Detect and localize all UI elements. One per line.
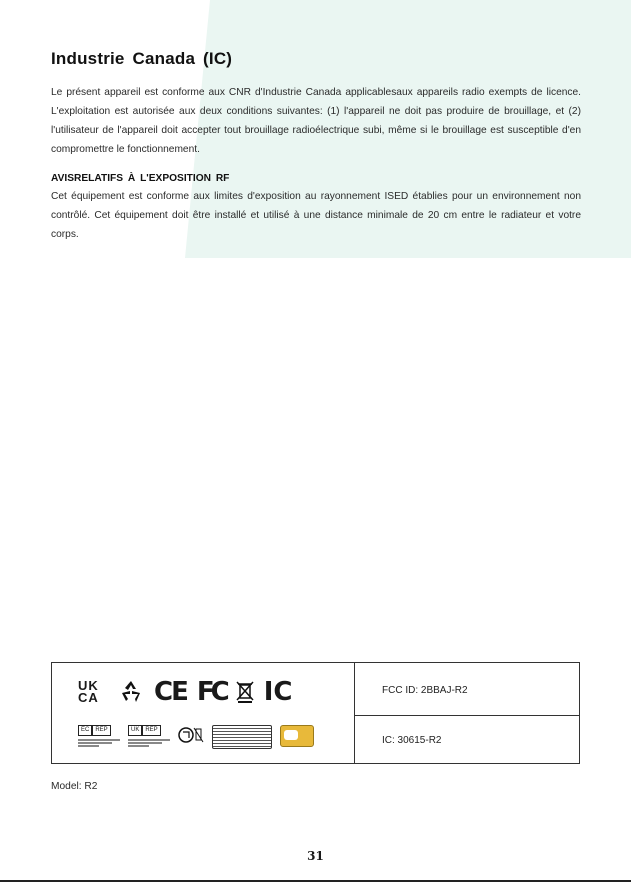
ce-logo: CE: [154, 677, 187, 707]
rf-heading: AVISRELATIFS À L'EXPOSITION RF: [51, 173, 230, 184]
fc-logo: FC: [196, 677, 226, 707]
certification-logos: [52, 663, 355, 763]
recycle-icon: [118, 679, 144, 705]
bottom-rule: [0, 880, 631, 882]
divider: [354, 715, 579, 716]
logo-row-2: [78, 725, 314, 749]
ic-logo: IC: [263, 677, 293, 707]
logo-row-1: [78, 677, 292, 707]
ic-paragraph: Le présent appareil est conforme aux CNR d'Industrie Canada applicablesaux appareils radio exempts de licence. L'exploitation est autorisée aux deux conditions suivantes: (1) l'appareil ne doit pas produire de brouillage, et (2) l'utilisateur de l'appareil doit accepter tout brouillage radioélectrique subi, même si le brouillage est susceptible d'en compromettre le fonctionnement.: [51, 87, 581, 155]
ukca-logo: [78, 680, 108, 704]
certification-ids: [354, 663, 579, 763]
fcc-id: FCC ID: 2BBAJ-R2: [382, 685, 468, 696]
info-label: [212, 725, 272, 749]
model-label: Model: R2: [51, 781, 98, 792]
battery-recycle-icon: [178, 725, 204, 745]
uk-rep-block: [128, 725, 170, 748]
main-content: [51, 49, 581, 244]
ukca-top: UK: [78, 678, 99, 693]
page-title: Industrie Canada (IC): [51, 49, 233, 68]
ukca-bottom: CA: [78, 690, 99, 705]
triman-recycle-icon: [280, 725, 314, 747]
page-number: 31: [307, 849, 324, 863]
ec-rep-address: [78, 738, 120, 748]
rf-paragraph: Cet équipement est conforme aux limites d'exposition au rayonnement ISED établies pour un environnement non contrôlé. Cet équipement doit être installé et utilisé à une distance minimale de 20 cm entre le radiateur et votre corps.: [51, 191, 581, 240]
uk-rep-address: [128, 738, 170, 748]
weee-bin-icon: [236, 680, 254, 704]
ec-rep-label: EC REP: [78, 725, 120, 736]
ic-id: IC: 30615-R2: [382, 735, 442, 746]
ec-rep-block: [78, 725, 120, 748]
certification-box: [51, 662, 580, 764]
uk-rep-label: UK REP: [128, 725, 170, 736]
